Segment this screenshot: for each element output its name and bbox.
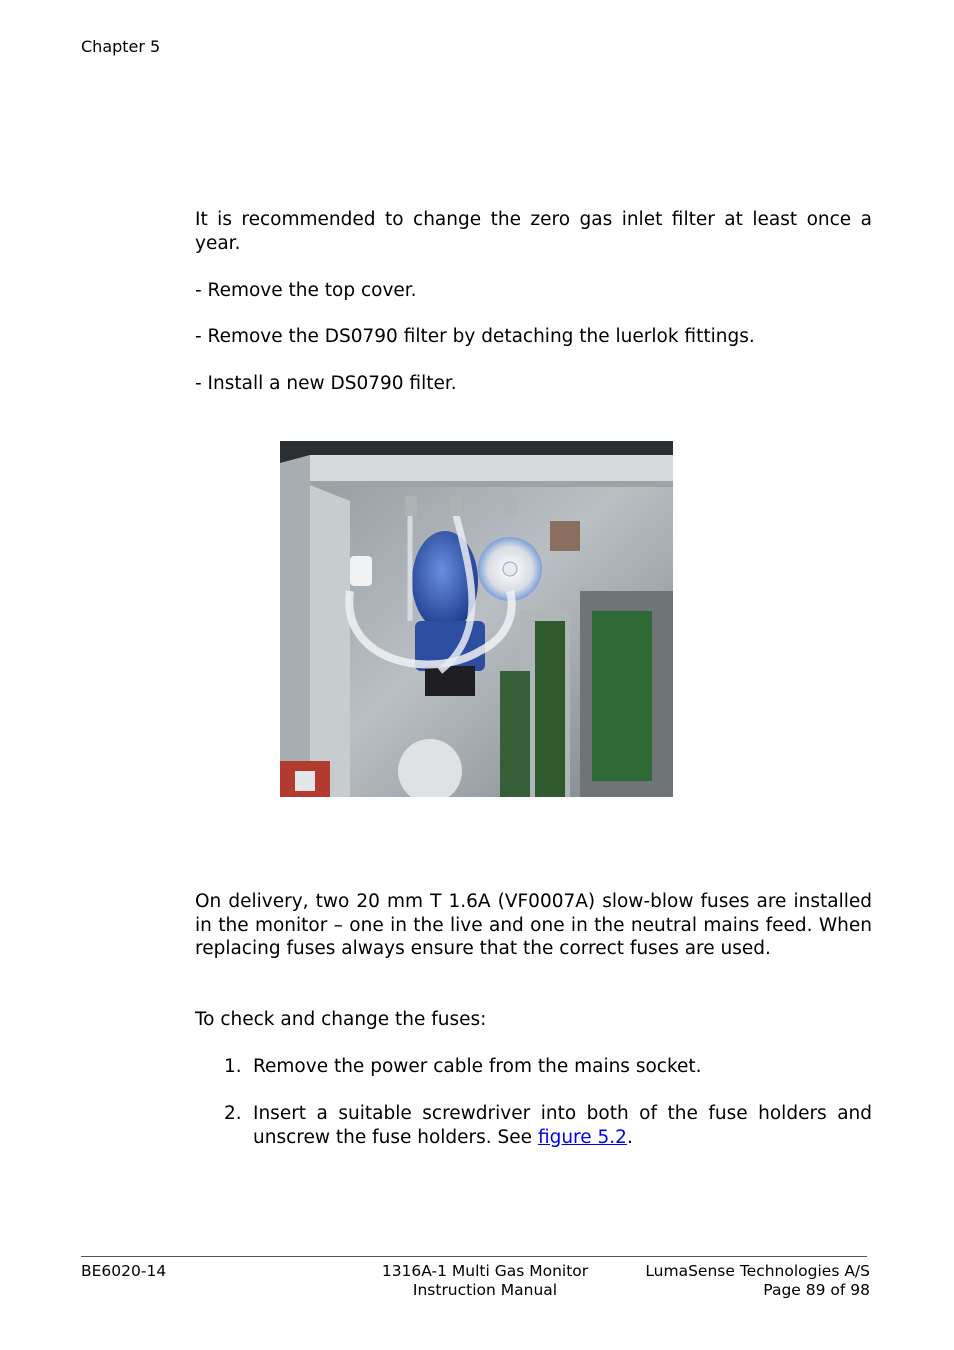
list-text-body: Insert a suitable screwdriver into both of the fuse holders and unscrew the fuse holders. See — [253, 1103, 872, 1148]
filter-location-photo — [280, 441, 673, 797]
footer-product: 1316A-1 Multi Gas Monitor — [381, 1262, 589, 1280]
chapter-header: Chapter 5 — [81, 37, 161, 56]
list-item — [224, 1102, 872, 1149]
list-text: Remove the power cable from the mains socket. — [253, 1056, 702, 1077]
footer-divider — [81, 1256, 867, 1257]
footer-manual: Instruction Manual — [412, 1281, 558, 1299]
footer-company: LumaSense Technologies A/S — [645, 1262, 870, 1280]
footer-doc-id: BE6020-14 — [81, 1262, 167, 1280]
fuse-intro-paragraph: On delivery, two 20 mm T 1.6A (VF0007A) slow-blow fuses are installed in the monitor – one in the live and one in the neutral mains feed. When replacing fuses always ensure that the correct fuses are used. — [195, 891, 872, 959]
fuse-lead-text: To check and change the fuses: — [195, 1009, 487, 1030]
list-number: 2. — [224, 1103, 242, 1124]
list-text-end: . — [626, 1126, 633, 1148]
list-number: 1. — [224, 1056, 242, 1077]
figure-link[interactable]: figure 5.2 — [537, 1126, 627, 1148]
list-item — [224, 1055, 872, 1079]
filter-step-install-filter: - Install a new DS0790 filter. — [195, 373, 457, 394]
filter-intro-paragraph: It is recommended to change the zero gas inlet filter at least once a year. — [195, 209, 872, 254]
footer-page-number: Page 89 of 98 — [763, 1281, 870, 1299]
list-text — [253, 1102, 872, 1149]
filter-step-remove-filter: - Remove the DS0790 filter by detaching the luerlok fittings. — [195, 326, 755, 347]
filter-step-remove-cover: - Remove the top cover. — [195, 280, 417, 301]
